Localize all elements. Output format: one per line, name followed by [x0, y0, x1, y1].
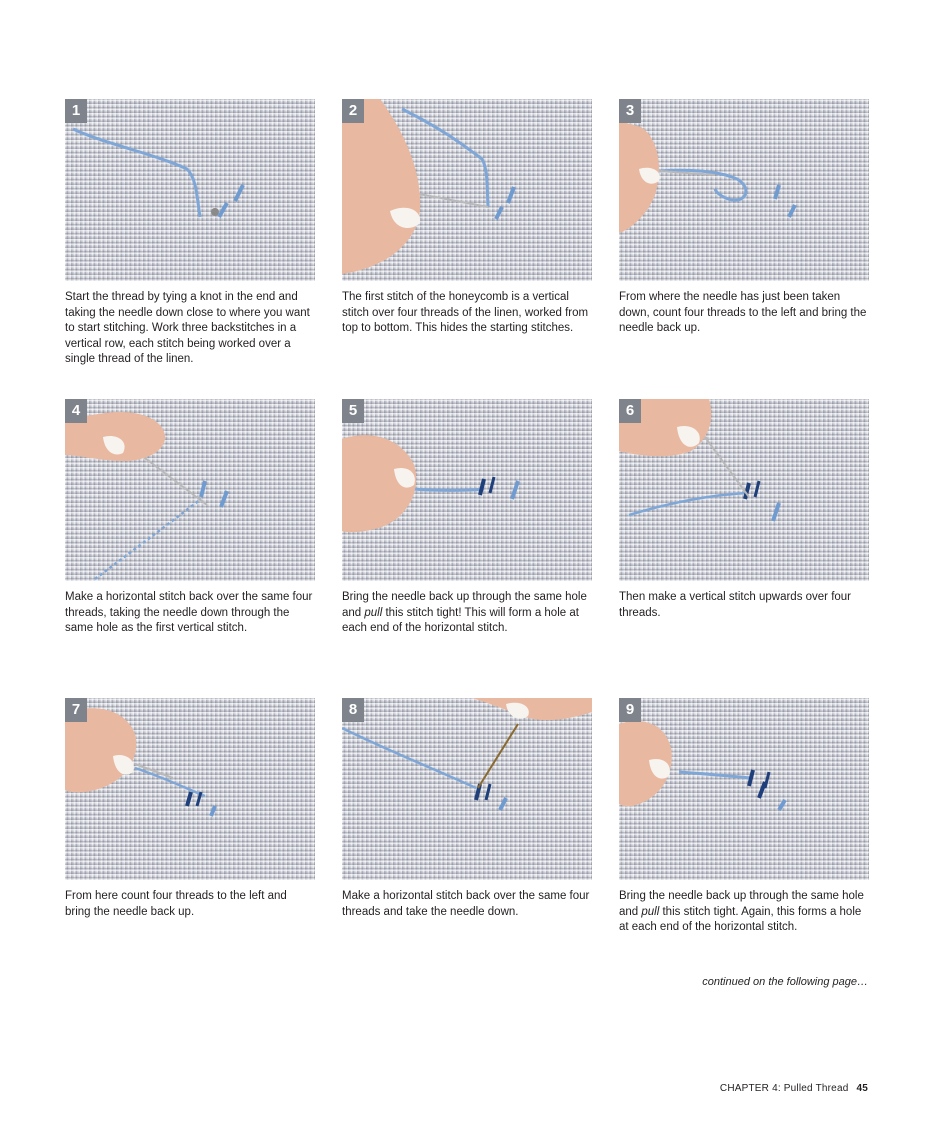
step-number-badge: 4: [65, 399, 87, 423]
caption-emphasis: pull: [641, 905, 660, 918]
stitching-illustration: [65, 698, 315, 880]
step-number-badge: 8: [342, 698, 364, 722]
step-3: [619, 99, 869, 337]
step-number-badge: 7: [65, 698, 87, 722]
step-4: [65, 399, 315, 637]
chapter-title: CHAPTER 4: Pulled Thread: [719, 1083, 849, 1094]
step-number-badge: 2: [342, 99, 364, 123]
stitching-illustration: [65, 99, 315, 281]
step-caption: Make a horizontal stitch back over the same four threads, taking the needle down through the same hole as the first vertical stitch.: [65, 591, 313, 634]
step-photo: [342, 698, 592, 880]
step-9: [619, 698, 869, 936]
step-caption: The first stitch of the honeycomb is a vertical stitch over four threads of the linen, worked from top to bottom. This hides the starting stitches.: [342, 291, 589, 334]
step-caption: From here count four threads to the left and bring the needle back up.: [65, 890, 287, 918]
step-photo: [65, 698, 315, 880]
step-8: [342, 698, 592, 920]
step-number-badge: 3: [619, 99, 641, 123]
step-number-badge: 1: [65, 99, 87, 123]
step-photo: [619, 399, 869, 581]
caption-text: Bring the needle back up through the same hole and: [619, 890, 864, 918]
caption-text: this stitch tight! This will form a hole at each end of the horizontal stitch.: [342, 606, 579, 634]
step-photo: [619, 99, 869, 281]
step-photo: [342, 399, 592, 581]
step-1: [65, 99, 315, 368]
stitching-illustration: [619, 399, 869, 581]
step-caption: [342, 590, 592, 637]
page-footer: [720, 1083, 868, 1094]
caption-text: this stitch tight. Again, this forms a hole at each end of the horizontal stitch.: [619, 905, 862, 933]
stitching-illustration: [342, 99, 592, 281]
step-caption: From where the needle has just been taken down, count four threads to the left and bring the needle back up.: [619, 291, 867, 334]
step-photo: [65, 399, 315, 581]
step-5: [342, 399, 592, 637]
step-number-badge: 9: [619, 698, 641, 722]
step-caption: Make a horizontal stitch back over the same four threads and take the needle down.: [342, 890, 590, 918]
stitching-illustration: [65, 399, 315, 581]
stitching-illustration: [619, 99, 869, 281]
stitching-illustration: [342, 399, 592, 581]
continued-note: continued on the following page…: [702, 976, 868, 988]
step-photo: [619, 698, 869, 880]
step-2: [342, 99, 592, 337]
step-caption: Then make a vertical stitch upwards over four threads.: [619, 591, 852, 619]
step-caption: [619, 889, 869, 936]
step-7: [65, 698, 315, 920]
stitching-illustration: [342, 698, 592, 880]
step-6: [619, 399, 869, 621]
page-number: 45: [856, 1083, 868, 1094]
step-photo: [342, 99, 592, 281]
step-number-badge: 5: [342, 399, 364, 423]
step-number-badge: 6: [619, 399, 641, 423]
step-caption: Start the thread by tying a knot in the end and taking the needle down close to where you want to start stitching. Work three backstitches in a vertical row, each stitch being worked over a single thread of the linen.: [65, 291, 310, 365]
caption-emphasis: pull: [364, 606, 383, 619]
stitching-illustration: [619, 698, 869, 880]
step-photo: [65, 99, 315, 281]
caption-text: Bring the needle back up through the same hole and: [342, 591, 587, 619]
